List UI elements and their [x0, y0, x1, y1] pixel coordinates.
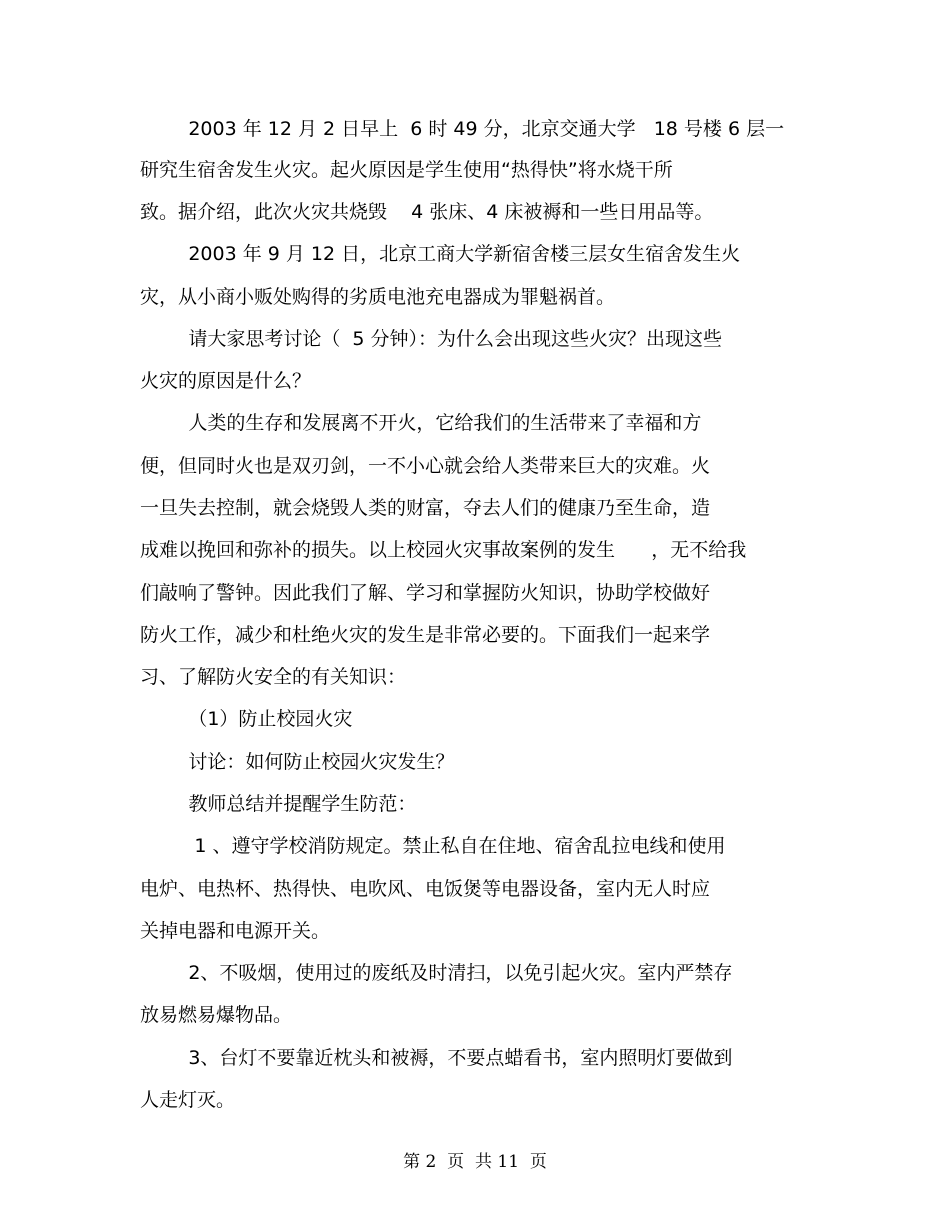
paragraph-line: 成难以挽回和弥补的损失。以上校园火灾事故案例的发生 ，无不给我 [140, 539, 747, 561]
paragraph-line: 一旦失去控制，就会烧毁人类的财富，夺去人们的健康乃至生命，造 [140, 497, 711, 519]
paragraph-line: 2003 年 9 月 12 日，北京工商大学新宿舍楼三层女生宿舍发生火 [140, 243, 741, 265]
paragraph-line: 火灾的原因是什么？ [140, 370, 312, 392]
paragraph-line: 2003 年 12 月 2 日早上 6 时 49 分，北京交通大学 18 号楼 6 层一 [140, 118, 785, 140]
list-item-line: 2、不吸烟，使用过的废纸及时清扫，以免引起火灾。室内严禁存 [140, 962, 733, 984]
paragraph-line: 研究生宿舍发生火灾。起火原因是学生使用“热得快”将水烧干所 [140, 159, 673, 181]
list-item-line: 关掉电器和电源开关。 [140, 920, 331, 942]
page-footer: 第 2 页 共 11 页 [403, 1152, 547, 1172]
list-item-line: 放易燃易爆物品。 [140, 1004, 293, 1026]
paragraph-line: 讨论：如何防止校园火灾发生？ [140, 751, 455, 773]
paragraph-line: 防火工作，减少和杜绝火灾的发生是非常必要的。下面我们一起来学 [140, 624, 711, 646]
list-item-line: 电炉、电热杯、热得快、电吹风、电饭煲等电器设备，室内无人时应 [140, 878, 711, 900]
section-heading: （1）防止校园火灾 [140, 708, 353, 730]
list-item-line: 人走灯灭。 [140, 1089, 236, 1111]
paragraph-line: 灾，从小商小贩处购得的劣质电池充电器成为罪魁祸首。 [140, 286, 616, 308]
paragraph-line: 致。据介绍，此次火灾共烧毁 4 张床、4 床被褥和一些日用品等。 [140, 201, 714, 223]
paragraph-line: 便，但同时火也是双刃剑，一不小心就会给人类带来巨大的灾难。火 [140, 455, 711, 477]
list-item-line: 1 、遵守学校消防规定。禁止私自在住地、宿舍乱拉电线和使用 [140, 835, 726, 857]
paragraph-line: 人类的生存和发展离不开火，它给我们的生活带来了幸福和方 [140, 412, 702, 434]
paragraph-line: 习、了解防火安全的有关知识： [140, 666, 407, 688]
paragraph-line: 教师总结并提醒学生防范： [140, 793, 417, 815]
list-item-line: 3、台灯不要靠近枕头和被褥，不要点蜡看书，室内照明灯要做到 [140, 1047, 733, 1069]
paragraph-line: 们敲响了警钟。因此我们了解、学习和掌握防火知识，协助学校做好 [140, 582, 711, 604]
paragraph-line: 请大家思考讨论（ 5 分钟）：为什么会出现这些火灾？出现这些 [140, 328, 723, 350]
